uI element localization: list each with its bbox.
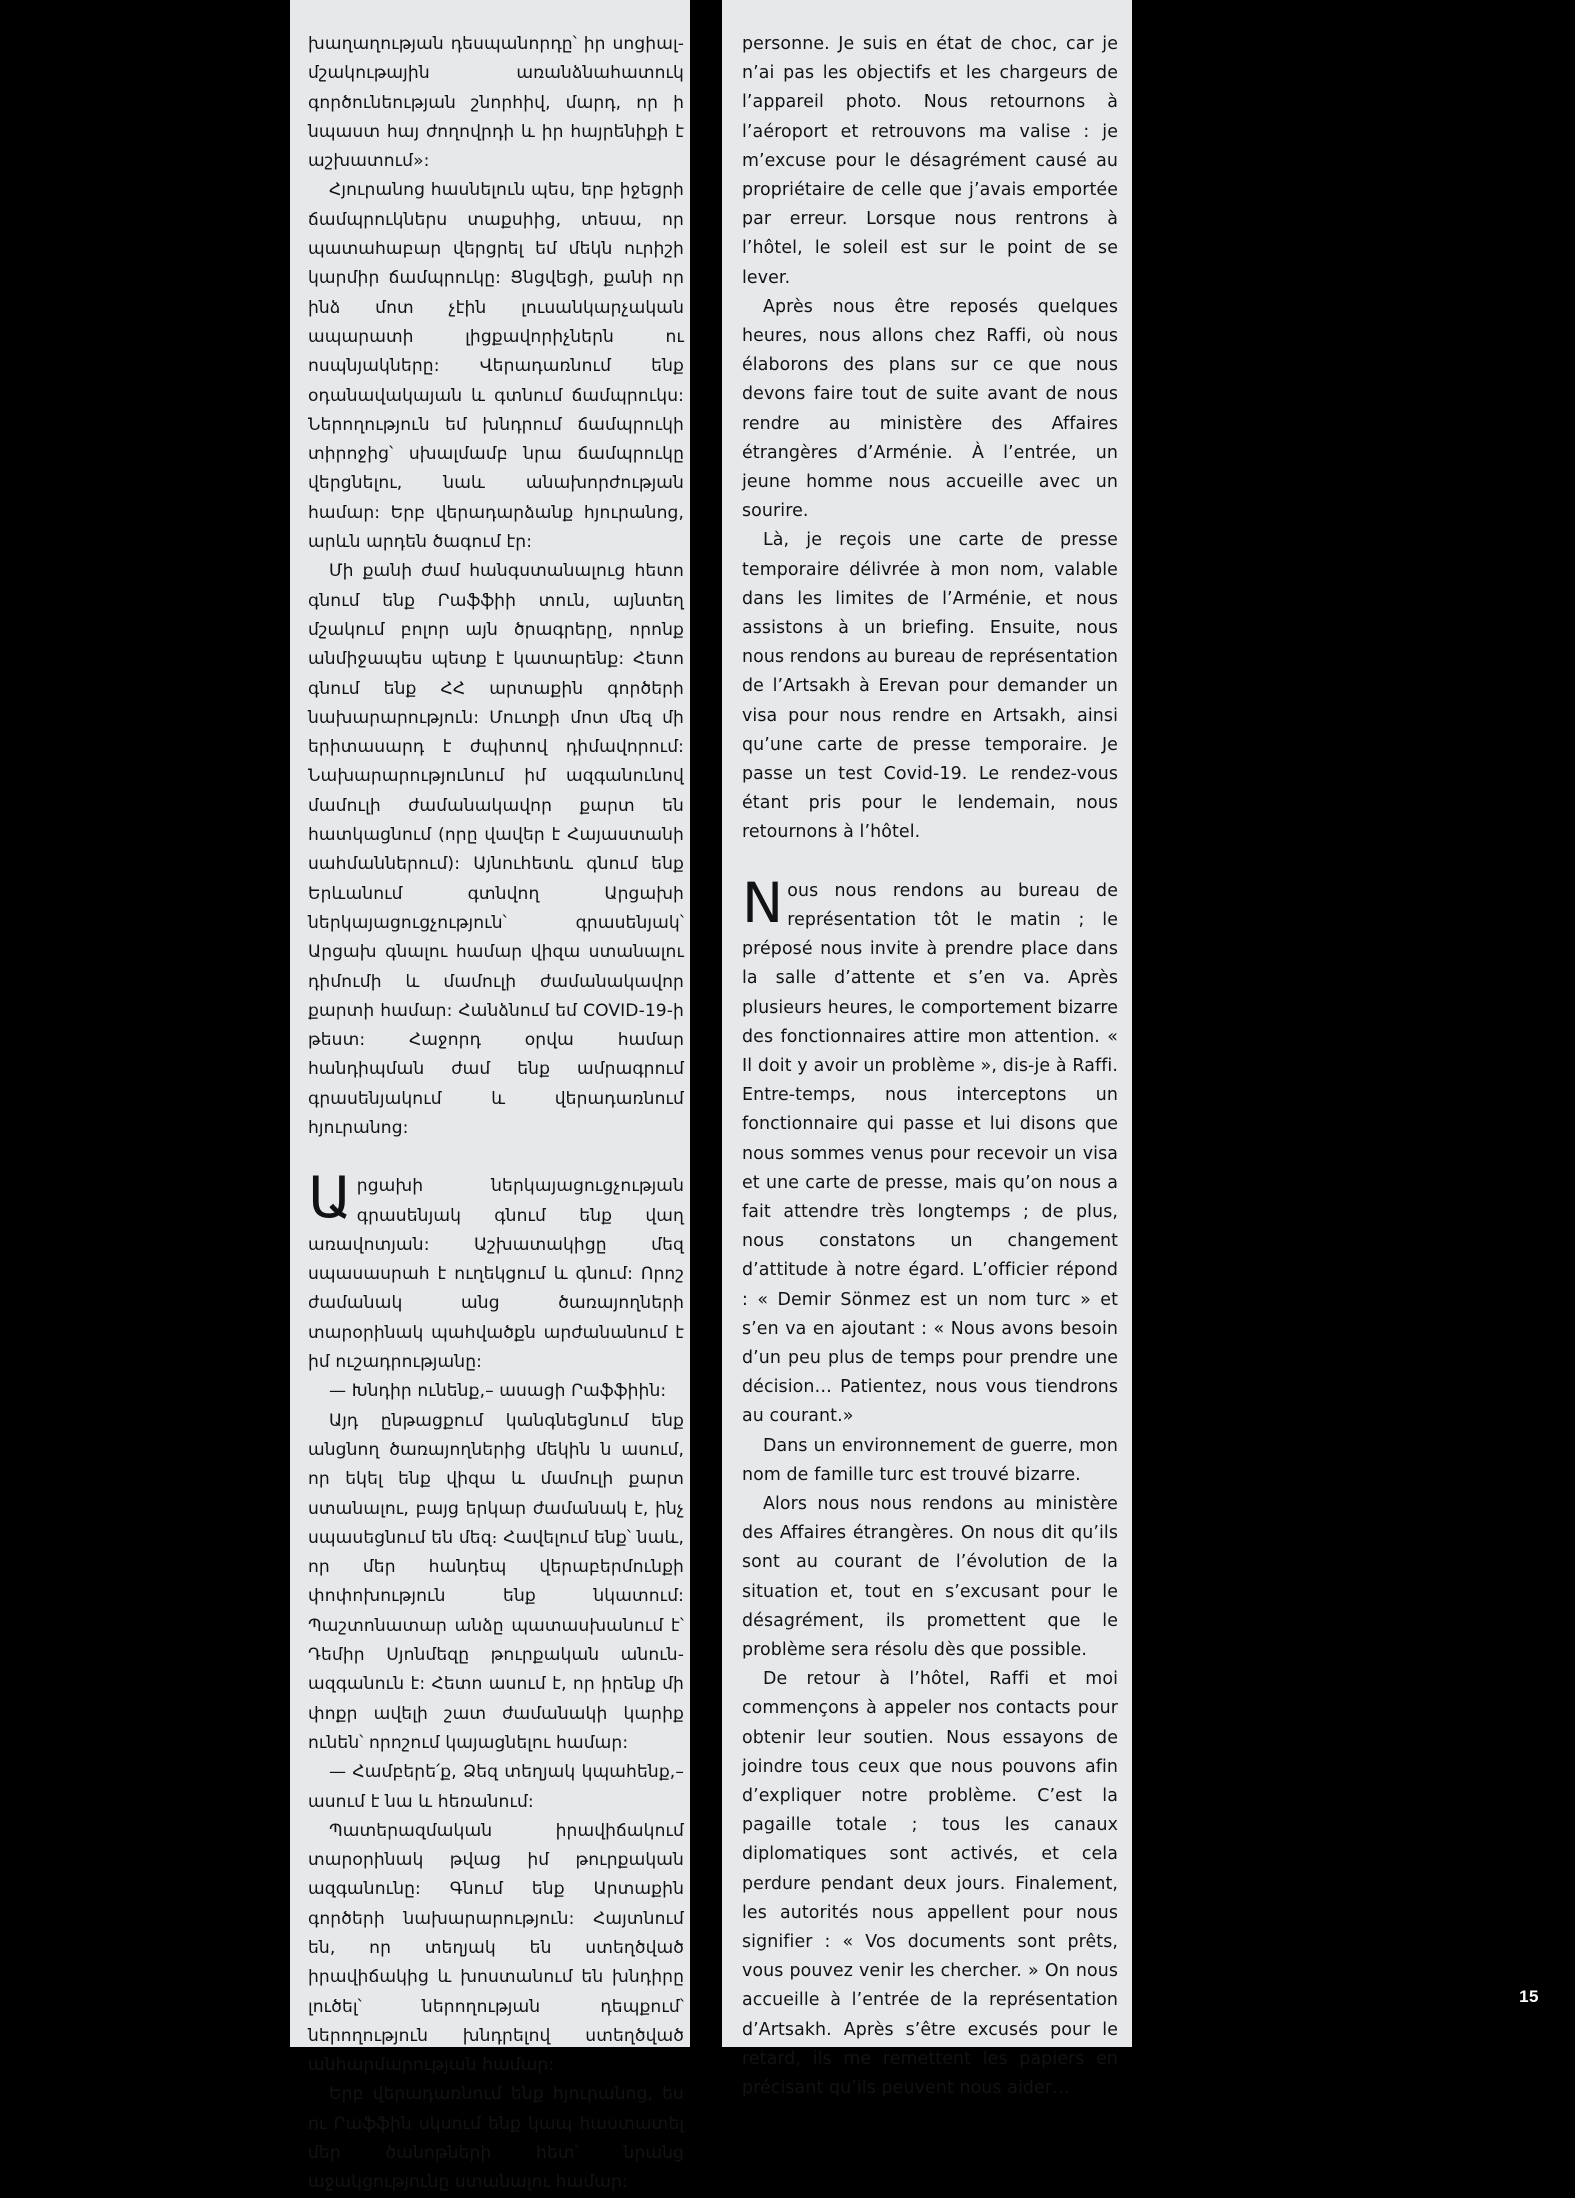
paragraph: Après nous être reposés quelques heures, nous allons chez Raffi, où nous élaborons des plans sur ce que nous devons faire tout de suite avant de nous rendre au ministère des Affaires étrangères d’Arménie. À l’entrée, un jeune homme nous accueille avec un sourire.	[742, 296, 1118, 522]
paragraph: Մի քանի ժամ հանգստանալուց հետո գնում ենք Րաֆֆիի տուն, այնտեղ մշակում բոլոր այն ծրագրերը, որոնք անմիջապես պետք է կատարենք: Հետո գնում ենք ՀՀ արտաքին գործերի նախարարություն: Մուտքի մոտ մեզ մի երիտասարդ է ժպիտով դիմավորում: Նախարարությունում իմ ազգանունով մամուլի ժամանակավոր քարտ են հատկացնում (որը վավեր է Հայաստանի սահմաններում): Այնուհետև գնում ենք Երևանում գտնվող Արցախի ներկայացուցչություն՝ գրասենյակ՝ Արցախ գնալու համար վիզա ստանալու դիմումի և մամուլի ժամանակավոր քարտի համար: Հանձնում եմ COVID-19-ի թեստ: Հաջորդ օրվա համար հանդիպման ժամ ենք ամրագրում գրասենյակում և վերադառնում հյուրանոց:	[308, 561, 684, 1138]
dialogue-line: — Համբերե՛ք, Ձեզ տեղյակ կպահենք,– ասում է նա և հեռանում:	[308, 1762, 684, 1812]
paragraph: Երբ վերադառնում ենք հյուրանոց, ես ու Րաֆֆին սկսում ենք կապ հաստատել մեր ծանոթների հետ՝ նրանց աջակցությունը ստանալու համար:	[308, 2084, 684, 2193]
page-number: 15	[1519, 1987, 1539, 2006]
paragraph: personne. Je suis en état de choc, car je n’ai pas les objectifs et les chargeurs de l’appareil photo. Nous retournons à l’aéroport et retrouvons ma valise : je m’excuse pour le désagrément causé au propriétaire de celle que j’avais emportée par erreur. Lorsque nous rentrons à l’hôtel, le soleil est sur le point de se lever.	[742, 34, 1118, 288]
paragraph: Այդ ընթացքում կանգնեցնում ենք անցնող ծառայողներից մեկին ն ասում, որ եկել ենք վիզա և մամուլի քարտ ստանալու, բայց երկար ժամանակ է, ինչ սպասեցնում են մեզ։ Հավելում ենք՝ նաև, որ մեր հանդեպ վերաբերմունքի փոփոխություն ենք նկատում: Պաշտոնատար անձը պատասխանում է՝ Դեմիր Սյոնմեզը թուրքական անուն-ազգանուն է: Հետո ասում է, որ իրենք մի փոքր ավելի շատ ժամանակի կարիք ունեն՝ որոշում կայացնելու համար:	[308, 1410, 684, 1753]
paragraph-body: րցախի ներկայացուցչության գրասենյակ գնում ենք վաղ առավոտյան: Աշխատակիցը մեզ սպասասրահ է ուղեկցում և գնում: Որոշ ժամանակ անց ծառայողների տարօրինակ պահվածքն արժանանում է իմ ուշադրությանը:	[308, 1176, 684, 1373]
armenian-text-column	[308, 30, 684, 2198]
paragraph: խաղաղության դեսպանորդը՝ իր սոցիալ-մշակութային առանձնահատուկ գործունեության շնորհիվ, մարդ, որ ի նպաստ հայ ժողովրդի և իր հայրենիքի է աշխատում»:	[308, 34, 684, 172]
paragraph: Հյուրանոց հասնելուն պես, երբ իջեցրի ճամպրուկներս տաքսիից, տեսա, որ պատահաբար վերցրել եմ մեկն ուրիշի կարմիր ճամպրուկը: Ցնցվեցի, քանի որ ինձ մոտ չէին լուսանկարչական ապարատի լիցքավորիչներն ու ոսպնյակները: Վերադառնում ենք օդանավակայան և գտնում ճամպրուկս: Ներողություն եմ խնդրում ճամպրուկի տիրոջից՝ սխալմամբ նրա ճամպրուկը վերցնելու, նաև անախորժության համար: Երբ վերադարձանք հյուրանոց, արևն արդեն ծագում էր:	[308, 180, 684, 553]
paragraph: Là, je reçois une carte de presse temporaire délivrée à mon nom, valable dans les limites de l’Arménie, et nous assistons à un briefing. Ensuite, nous nous rendons au bureau de représentation de l’Artsakh à Erevan pour demander un visa pour nous rendre en Artsakh, ainsi qu’une carte de presse temporaire. Je passe un test Covid-19. Le rendez-vous étant pris pour le lendemain, nous retournons à l’hôtel.	[742, 530, 1118, 843]
paragraph: De retour à l’hôtel, Raffi et moi commençons à appeler nos contacts pour obtenir leur soutien. Nous essayons de joindre tous ceux que nous pouvons afin d’expliquer notre problème. C’est la pagaille totale ; tous les canaux diplomatiques sont activés, et cela perdure pendant deux jours. Finalement, les autorités nous appellent pour nous signifier : « Vos documents sont prêts, vous pouvez venir les chercher. » On nous accueille à l’entrée de la représentation d’Artsakh. Après s’être excusés pour le retard, ils me remettent les papiers en précisant qu’ils peuvent nous aider…	[742, 1669, 1118, 2099]
paragraph-with-dropcap	[742, 870, 1118, 1432]
paragraph: Alors nous nous rendons au ministère des Affaires étrangères. On nous dit qu’ils sont au courant de l’évolution de la situation et, tout en s’excusant pour le désagrément, ils promettent que le problème sera résolu dès que possible.	[742, 1493, 1118, 1660]
paragraph-body: ous nous rendons au bureau de représentation tôt le matin ; le préposé nous invite à prendre place dans la salle d’attente et s’en va. Après plusieurs heures, le comportement bizarre des fonctionnaires attire mon attention. « Il doit y avoir un problème », dis-je à Raffi. Entre-temps, nous interceptons un fonctionnaire qui passe et lui disons que nous sommes venus pour recevoir un visa et une carte de presse, mais qu’on nous a fait attendre très longtemps ; de plus, nous constatons un changement d’attitude à notre égard. L’officier répond : « Demir Sönmez est un nom turc » et s’en va en ajoutant : « Nous avons besoin d’un peu plus de temps pour prendre une décision… Patientez, nous vous tiendrons au courant.»	[742, 880, 1118, 1427]
paragraph: Dans un environnement de guerre, mon nom de famille turc est trouvé bizarre.	[742, 1435, 1118, 1485]
dropcap-letter: Ա	[308, 1165, 352, 1232]
dialogue-line: — Խնդիր ունենք,– ասացի Րաֆֆիին:	[329, 1381, 667, 1402]
paragraph: Պատերազմական իրավիճակում տարօրինակ թվաց իմ թուրքական ազգանունը: Գնում ենք Արտաքին գործերի նախարարություն: Հայտնում են, որ տեղյակ են ստեղծված իրավիճակից և խոստանում են խնդիրը լուծել՝ ներողության դեպքում՝ ներողություն խնդրելով ստեղծված անհարմարության համար:	[308, 1820, 684, 2076]
french-text-column	[742, 30, 1118, 2103]
paragraph-with-dropcap	[308, 1165, 684, 1377]
dropcap-letter: N	[742, 870, 784, 935]
